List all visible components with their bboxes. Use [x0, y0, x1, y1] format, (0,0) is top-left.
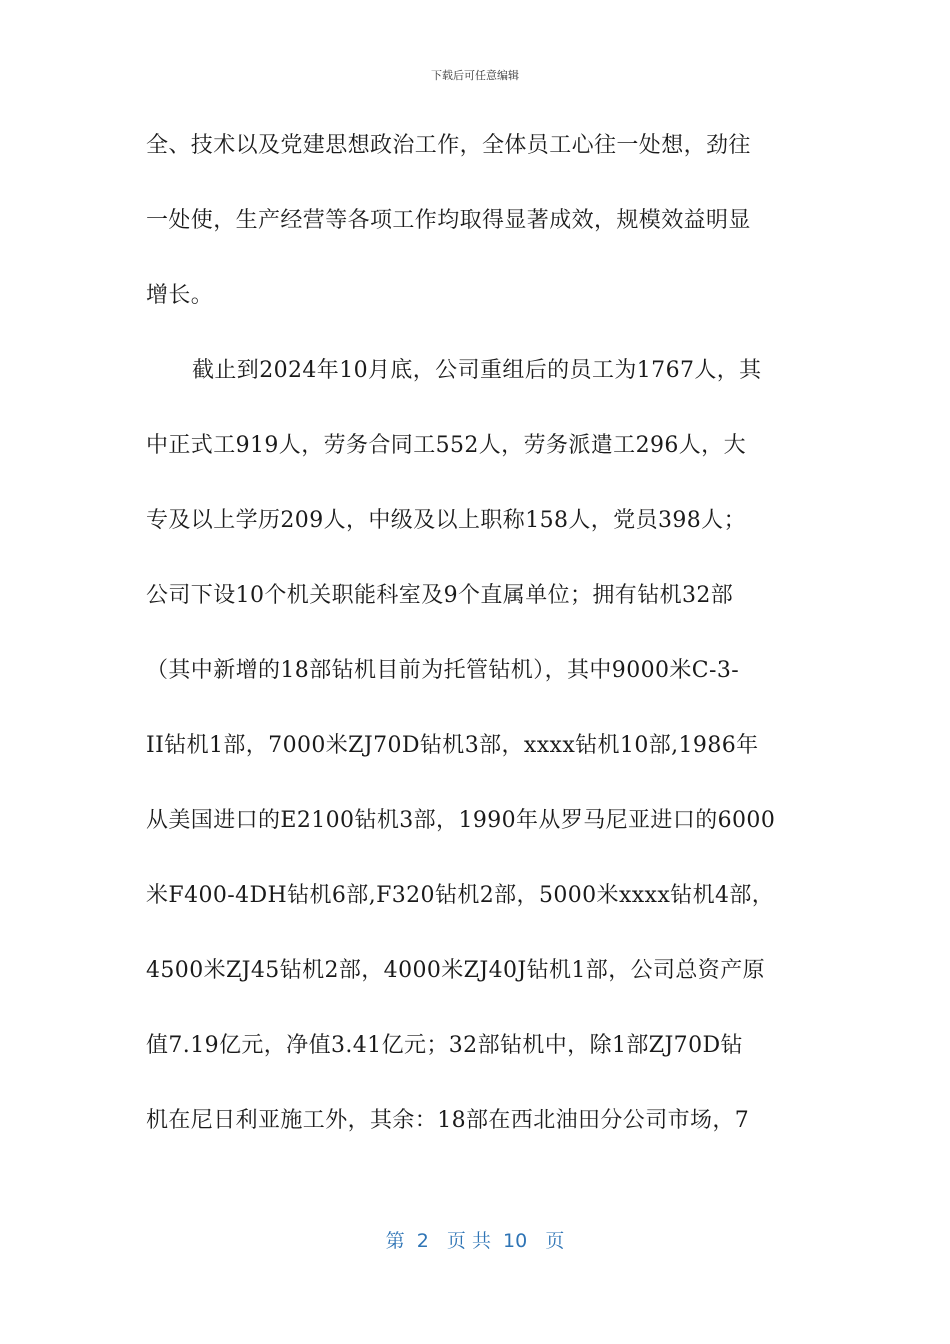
paragraph-line: （其中新增的18部钻机目前为托管钻机），其中9000米C-3- [146, 658, 740, 683]
paragraph-line: 增长。 [146, 283, 214, 308]
paragraph-line: 4500米ZJ45钻机2部，4000米ZJ40J钻机1部，公司总资产原 [146, 958, 765, 983]
paragraph-line: 全、技术以及党建思想政治工作，全体员工心往一处想，劲往 [146, 133, 751, 158]
paragraph-line: 专及以上学历209人，中级及以上职称158人，党员398人； [146, 508, 746, 533]
paragraph-line: 公司下设10个机关职能科室及9个直属单位；拥有钻机32部 [146, 583, 734, 608]
page-footer [0, 1226, 950, 1253]
paragraph-line: 一处使，生产经营等各项工作均取得显著成效，规模效益明显 [146, 208, 751, 233]
page-number-label: 第 2 页 共 10 页 [385, 1230, 565, 1252]
paragraph-line: 从美国进口的E2100钻机3部，1990年从罗马尼亚进口的6000 [146, 808, 776, 833]
paragraph-line: 中正式工919人，劳务合同工552人，劳务派遣工296人，大 [146, 433, 746, 458]
paragraph-line: II钻机1部，7000米ZJ70D钻机3部，xxxx钻机10部,1986年 [146, 733, 759, 758]
document-body [146, 127, 806, 1177]
paragraph-line: 截止到2024年10月底，公司重组后的员工为1767人，其 [192, 358, 762, 383]
paragraph-line: 米F400-4DH钻机6部,F320钻机2部，5000米xxxx钻机4部， [146, 883, 775, 908]
page-header-note: 下载后可任意编辑 [431, 69, 519, 82]
paragraph-line: 机在尼日利亚施工外，其余：18部在西北油田分公司市场，7 [146, 1108, 750, 1133]
paragraph-line: 值7.19亿元，净值3.41亿元；32部钻机中，除1部ZJ70D钻 [146, 1033, 743, 1058]
